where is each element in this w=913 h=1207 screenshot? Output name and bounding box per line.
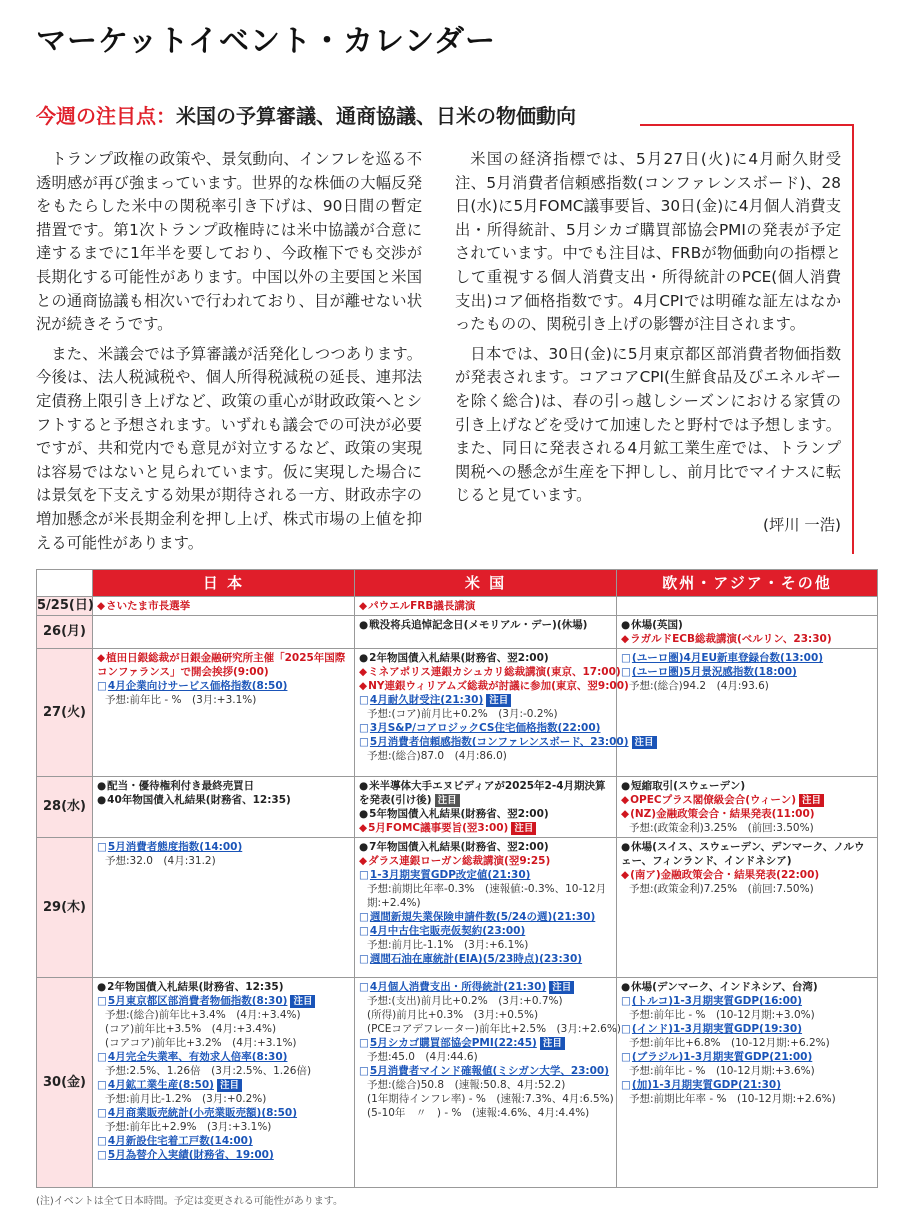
event-item[interactable] (359, 980, 612, 994)
event-text: 予想:前月比-1.2% (3月:+0.2%) (105, 1093, 267, 1105)
event-text: 予想:前期比年率 - % (10-12月期:+2.6%) (629, 1093, 836, 1105)
event-text: 予想:前年比 - % (3月:+3.1%) (105, 694, 257, 706)
event-item (621, 632, 873, 646)
event-text: 予想:2.5%、1.26倍 (3月:2.5%、1.26倍) (105, 1065, 312, 1077)
event-bullet-icon: ● (359, 808, 369, 820)
calendar-corner (37, 570, 93, 597)
indicator-marker-icon: □ (359, 722, 369, 734)
calendar-body (37, 597, 878, 1188)
event-item (97, 779, 350, 793)
event-item[interactable] (359, 924, 612, 938)
event-text: 1-3月期実質GDP改定値(21:30) (369, 869, 531, 881)
event-item[interactable] (621, 994, 873, 1008)
indicator-marker-icon: □ (359, 981, 369, 993)
event-diamond-icon: ◆ (359, 666, 368, 678)
event-text: (ユーロ圏)4月EU新車登録台数(13:00) (631, 652, 824, 664)
event-bullet-icon: ● (359, 619, 369, 631)
event-text: 予想:(政策金利)3.25% (前回:3.50%) (629, 822, 814, 834)
event-bullet-icon: ● (621, 619, 631, 631)
indicator-marker-icon: □ (97, 1149, 107, 1161)
calendar-cell-jp (93, 838, 355, 978)
indicator-marker-icon: □ (621, 666, 631, 678)
indicator-marker-icon: □ (621, 1079, 631, 1091)
event-item (359, 840, 612, 854)
calendar-cell-eu (617, 978, 878, 1188)
event-diamond-icon: ◆ (359, 600, 368, 612)
event-forecast (359, 1078, 612, 1092)
calendar-cell-jp (93, 978, 355, 1188)
event-text: 5月消費者マインド確報値(ミシガン大学、23:00) (369, 1065, 610, 1077)
event-text: 3月S&P/コアロジックCS住宅価格指数(22:00) (369, 722, 601, 734)
calendar-cell-us (355, 777, 617, 838)
event-item[interactable] (359, 693, 612, 707)
event-diamond-icon: ◆ (359, 680, 368, 692)
article-column-left (36, 148, 422, 561)
event-item[interactable] (97, 840, 350, 854)
indicator-marker-icon: □ (97, 1135, 107, 1147)
event-forecast (97, 693, 350, 707)
headline (36, 100, 576, 129)
event-item[interactable] (621, 1078, 873, 1092)
event-text: 戦没将兵追悼記念日(メモリアル・デー)(休場) (369, 619, 588, 631)
event-text: 予想:前月比-1.1% (3月:+6.1%) (367, 939, 529, 951)
event-text: 4月中古住宅販売仮契約(23:00) (369, 925, 526, 937)
event-text: 予想:前年比 - % (10-12月期:+3.6%) (629, 1065, 815, 1077)
event-text: (1年期待インフレ率) - % (速報:7.3%、4月:6.5%) (367, 1093, 614, 1105)
event-forecast (359, 882, 612, 910)
indicator-marker-icon: □ (97, 680, 107, 692)
event-item (621, 980, 873, 994)
event-text: 4月鉱工業生産(8:50) (107, 1079, 214, 1091)
event-item (359, 854, 612, 868)
event-item (621, 868, 873, 882)
event-text: OPECプラス閣僚級会合(ウィーン) (630, 794, 797, 806)
calendar-date: 26(月) (37, 616, 93, 649)
event-item[interactable] (621, 651, 873, 665)
event-text: 予想:(総合)87.0 (4月:86.0) (367, 750, 507, 762)
event-text: 休場(英国) (631, 619, 683, 631)
event-text: 予想:(総合)前年比+3.4% (4月:+3.4%) (105, 1009, 301, 1021)
event-calendar (36, 569, 878, 1188)
highlight-badge: 注目 (540, 1037, 565, 1050)
event-item (621, 840, 873, 868)
event-item (97, 793, 350, 807)
event-text: (インド)1-3月期実質GDP(19:30) (631, 1023, 803, 1035)
event-bullet-icon: ● (621, 981, 631, 993)
accent-line-vertical (852, 124, 854, 554)
event-text: 5年物国債入札結果(財務省、翌2:00) (369, 808, 549, 820)
event-diamond-icon: ◆ (97, 600, 106, 612)
event-bullet-icon: ● (97, 780, 107, 792)
event-text: (NZ)金融政策会合・結果発表(11:00) (630, 808, 815, 820)
event-item[interactable] (97, 679, 350, 693)
event-text: 5月消費者信頼感指数(コンファレンスボード、23:00) (369, 736, 629, 748)
indicator-marker-icon: □ (359, 911, 369, 923)
calendar-row (37, 777, 878, 838)
highlight-badge: 注目 (511, 822, 536, 835)
event-text: 4月耐久財受注(21:30) (369, 694, 484, 706)
event-item (359, 779, 612, 807)
event-forecast (359, 1106, 612, 1120)
event-text: 4月新設住宅着工戸数(14:00) (107, 1135, 253, 1147)
indicator-marker-icon: □ (359, 694, 369, 706)
event-forecast (359, 1022, 621, 1036)
event-forecast (621, 882, 873, 896)
event-diamond-icon: ◆ (621, 633, 630, 645)
calendar-cell-us (355, 978, 621, 1188)
event-text: NY連銀ウィリアムズ総裁が討議に参加(東京、翌9:00) (368, 680, 629, 692)
highlight-badge: 注目 (632, 736, 657, 749)
event-bullet-icon: ● (359, 780, 369, 792)
event-item[interactable] (97, 1134, 350, 1148)
indicator-marker-icon: □ (621, 995, 631, 1007)
event-item (621, 807, 873, 821)
event-item (97, 599, 350, 613)
event-diamond-icon: ◆ (621, 869, 630, 881)
event-text: 予想:前年比+6.8% (10-12月期:+6.2%) (629, 1037, 830, 1049)
calendar-date: 29(木) (37, 838, 93, 978)
event-text: 週間石油在庫統計(EIA)(5/23時点)(23:30) (369, 953, 583, 965)
calendar-date: 28(水) (37, 777, 93, 838)
calendar-date: 5/25(日) (37, 597, 93, 616)
event-bullet-icon: ● (621, 780, 631, 792)
event-forecast (97, 1120, 350, 1134)
event-item (359, 651, 612, 665)
event-item (621, 618, 873, 632)
calendar-row (37, 616, 878, 649)
event-item[interactable] (621, 1022, 873, 1036)
event-text: 5月消費者態度指数(14:00) (107, 841, 243, 853)
event-item (359, 679, 629, 693)
highlight-badge: 注目 (486, 694, 511, 707)
event-forecast (621, 1064, 873, 1078)
event-text: 予想:(コア)前月比+0.2% (3月:-0.2%) (367, 708, 558, 720)
event-text: (所得)前月比+0.3% (3月:+0.5%) (367, 1009, 539, 1021)
event-item[interactable] (359, 1064, 612, 1078)
event-text: 予想:前期比年率-0.3% (速報値:-0.3%、10-12月期:+2.4%) (367, 883, 607, 909)
event-text: (ユーロ圏)5月景況感指数(18:00) (631, 666, 797, 678)
event-item[interactable] (97, 1106, 350, 1120)
event-item (359, 599, 612, 613)
event-text: 米半導体大手エヌビディアが2025年2-4月期決算を発表(引け後) (359, 780, 606, 806)
event-item[interactable] (359, 868, 612, 882)
calendar-cell-eu (617, 649, 878, 777)
event-text: 4月企業向けサービス価格指数(8:50) (107, 680, 288, 692)
event-text: 週間新規失業保険申請件数(5/24の週)(21:30) (369, 911, 596, 923)
event-forecast (359, 749, 612, 763)
indicator-marker-icon: □ (621, 1023, 631, 1035)
event-diamond-icon: ◆ (621, 794, 630, 806)
calendar-row (37, 838, 878, 978)
event-text: 5月為替介入実績(財務省、19:00) (107, 1149, 274, 1161)
event-item[interactable] (621, 1050, 873, 1064)
event-text: 5月東京都区部消費者物価指数(8:30) (107, 995, 288, 1007)
event-item[interactable] (359, 1036, 612, 1050)
event-bullet-icon: ● (621, 841, 631, 853)
article-column-right (455, 148, 841, 538)
event-diamond-icon: ◆ (359, 855, 368, 867)
event-forecast (359, 1092, 612, 1106)
event-text: 短縮取引(スウェーデン) (631, 780, 746, 792)
event-forecast (97, 854, 350, 868)
event-item (359, 821, 612, 835)
event-text: ダラス連銀ローガン総裁講演(翌9:25) (368, 855, 551, 867)
footer-note: (注)イベントは全て日本時間。予定は変更される可能性があります。 (36, 1196, 344, 1207)
event-item[interactable] (97, 1050, 350, 1064)
indicator-marker-icon: □ (621, 652, 631, 664)
event-text: 5月FOMC議事要旨(翌3:00) (368, 822, 509, 834)
event-text: 予想:(支出)前月比+0.2% (3月:+0.7%) (367, 995, 563, 1007)
event-text: 休場(スイス、スウェーデン、デンマーク、ノルウェー、フィンランド、インドネシア) (621, 841, 865, 867)
calendar-row (37, 978, 878, 1188)
event-item[interactable] (359, 735, 654, 749)
event-forecast (621, 679, 873, 693)
calendar-row (37, 597, 878, 616)
event-forecast (621, 1036, 873, 1050)
event-text: (南ア)金融政策会合・結果発表(22:00) (630, 869, 820, 881)
calendar-cell-jp (93, 616, 355, 649)
event-forecast (359, 707, 612, 721)
article-paragraph: 日本では、30日(金)に5月東京都区部消費者物価指数が発表されます。コアコアCPI(生鮮食品及びエネルギーを除く総合)は、春の引っ越しシーズンにおける家賃の引き上げなどを受けて加速したと野村では予想します。また、同日に発表される4月鉱工業生産では、トランプ関税への懸念が生産を下押しし、前月比でマイナスに転じると見ています。 (455, 344, 841, 505)
event-item[interactable] (97, 994, 350, 1008)
indicator-marker-icon: □ (97, 1107, 107, 1119)
event-text: 4月完全失業率、有効求人倍率(8:30) (107, 1051, 288, 1063)
event-text: (トルコ)1-3月期実質GDP(16:00) (631, 995, 803, 1007)
event-item (97, 980, 350, 994)
calendar-cell-us (355, 838, 617, 978)
event-item[interactable] (359, 721, 612, 735)
event-text: (ブラジル)1-3月期実質GDP(21:00) (631, 1051, 813, 1063)
event-text: 予想:前年比+2.9% (3月:+3.1%) (105, 1121, 272, 1133)
event-forecast (97, 1064, 350, 1078)
event-item (359, 665, 621, 679)
accent-line-horizontal (640, 124, 854, 126)
event-text: 植田日銀総裁が日銀金融研究所主催「2025年国際コンファランス」で開会挨拶(9:00) (97, 652, 346, 678)
event-text: 予想:(政策金利)7.25% (前回:7.50%) (629, 883, 814, 895)
indicator-marker-icon: □ (97, 1051, 107, 1063)
headline-main: 米国の予算審議、通商協議、日米の物価動向 (176, 104, 576, 128)
event-diamond-icon: ◆ (359, 822, 368, 834)
event-text: 40年物国債入札結果(財務省、12:35) (107, 794, 291, 806)
event-bullet-icon: ● (97, 981, 107, 993)
event-item[interactable] (621, 665, 873, 679)
event-forecast (97, 1092, 350, 1106)
event-text: パウエルFRB議長講演 (368, 600, 476, 612)
event-bullet-icon: ● (359, 652, 369, 664)
article-paragraph: トランプ政権の政策や、景気動向、インフレを巡る不透明感が再び強まっています。世界的な株価の大幅反発をもたらした米中の関税率引き下げは、90日間の暫定措置です。第1次トランプ政権時には米中協議が合意に達するまでに1年半を要しており、今政権下でも交渉が長期化する可能性があります。中国以外の主要国と米国との通商協議も相次いで行われており、目が離せない状況が続きそうです。 (36, 150, 422, 334)
indicator-marker-icon: □ (97, 841, 107, 853)
indicator-marker-icon: □ (97, 1079, 107, 1091)
event-forecast (97, 1008, 350, 1022)
event-text: 予想:(総合)94.2 (4月:93.6) (629, 680, 769, 692)
highlight-badge: 注目 (217, 1079, 242, 1092)
calendar-cell-eu (617, 777, 878, 838)
event-text: ミネアポリス連銀カシュカリ総裁講演(東京、17:00) (368, 666, 621, 678)
event-text: 予想:前年比 - % (10-12月期:+3.0%) (629, 1009, 815, 1021)
event-text: 休場(デンマーク、インドネシア、台湾) (631, 981, 818, 993)
event-text: 4月個人消費支出・所得統計(21:30) (369, 981, 547, 993)
event-item (621, 793, 873, 807)
event-text: 配当・優待権利付き最終売買日 (107, 780, 255, 792)
event-bullet-icon: ● (97, 794, 107, 806)
event-text: 7年物国債入札結果(財務省、翌2:00) (369, 841, 549, 853)
calendar-cell-jp (93, 649, 355, 777)
highlight-badge: 注目 (549, 981, 574, 994)
event-text: ラガルドECB総裁講演(ベルリン、23:30) (630, 633, 832, 645)
calendar-date: 27(火) (37, 649, 93, 777)
event-item[interactable] (359, 952, 612, 966)
indicator-marker-icon: □ (621, 1051, 631, 1063)
calendar-cell-eu (617, 838, 878, 978)
calendar-cell-eu (617, 616, 878, 649)
event-forecast (621, 1092, 873, 1106)
calendar-cell-us (355, 616, 617, 649)
indicator-marker-icon: □ (359, 925, 369, 937)
indicator-marker-icon: □ (359, 1037, 369, 1049)
event-item (359, 618, 612, 632)
event-text: (加)1-3月期実質GDP(21:30) (631, 1079, 782, 1091)
event-forecast (359, 938, 612, 952)
event-text: 予想:(総合)50.8 (速報:50.8、4月:52.2) (367, 1079, 566, 1091)
highlight-badge: 注目 (435, 794, 460, 807)
event-text: (5-10年 〃 ) - % (速報:4.6%、4月:4.4%) (367, 1107, 590, 1119)
calendar-cell-us (355, 597, 617, 616)
event-item[interactable] (97, 1148, 350, 1162)
article-paragraph: 米国の経済指標では、5月27日(火)に4月耐久財受注、5月消費者信頼感指数(コンファレンスボード)、28日(水)に5月FOMC議事要旨、30日(金)に4月個人消費支出・所得統計、5月シカゴ購買部協会PMIの発表が予定されています。中でも注目は、FRBが物価動向の指標として重視する個人消費支出・所得統計のPCE(個人消費支出)コア価格指数です。4月CPIでは明確な証左はなかったものの、関税引き上げの影響が注目されます。 (455, 150, 841, 334)
event-item (359, 807, 612, 821)
indicator-marker-icon: □ (359, 736, 369, 748)
event-forecast (97, 1036, 350, 1050)
event-bullet-icon: ● (359, 841, 369, 853)
event-text: (コア)前年比+3.5% (4月:+3.4%) (105, 1023, 277, 1035)
event-text: 予想:32.0 (4月:31.2) (105, 855, 216, 867)
event-text: 2年物国債入札結果(財務省、翌2:00) (369, 652, 549, 664)
event-forecast (621, 1008, 873, 1022)
calendar-cell-us (355, 649, 654, 777)
indicator-marker-icon: □ (97, 995, 107, 1007)
highlight-badge: 注目 (290, 995, 315, 1008)
event-forecast (97, 1022, 350, 1036)
event-text: 5月シカゴ購買部協会PMI(22:45) (369, 1037, 537, 1049)
header-europe-asia: 欧州・アジア・その他 (617, 570, 878, 597)
event-diamond-icon: ◆ (97, 652, 106, 664)
event-forecast (359, 994, 612, 1008)
author: (坪川 一浩) (763, 515, 841, 534)
event-item[interactable] (97, 1078, 350, 1092)
highlight-badge: 注目 (799, 794, 824, 807)
event-text: さいたま市長選挙 (106, 600, 191, 612)
event-forecast (359, 1008, 612, 1022)
event-text: (コアコア)前年比+3.2% (4月:+3.1%) (105, 1037, 297, 1049)
event-diamond-icon: ◆ (621, 808, 630, 820)
header-us: 米 国 (355, 570, 617, 597)
event-item (97, 651, 350, 679)
indicator-marker-icon: □ (359, 869, 369, 881)
event-item[interactable] (359, 910, 612, 924)
headline-prefix: 今週の注目点： (36, 104, 176, 128)
indicator-marker-icon: □ (359, 1065, 369, 1077)
article-paragraph: また、米議会では予算審議が活発化しつつあります。今後は、法人税減税や、個人所得税減税の延長、連邦法定債務上限引き上げなど、政策の重心が財政政策へとシフトすると予想されます。いずれも議会での可決が必要ですが、共和党内でも意見が対立するなど、政策の実現は容易ではないと見られています。仮に実現した場合には景気を下支えする効果が期待される一方、財政赤字の増加懸念が米長期金利を押し上げ、株式市場の上値を抑える可能性があります。 (36, 344, 422, 552)
event-forecast (359, 1050, 612, 1064)
page-title: マーケットイベント・カレンダー (36, 24, 497, 59)
event-text: 4月商業販売統計(小売業販売額)(8:50) (107, 1107, 298, 1119)
header-japan: 日 本 (93, 570, 355, 597)
event-text: 2年物国債入札結果(財務省、12:35) (107, 981, 284, 993)
calendar-cell-eu (617, 597, 878, 616)
calendar-cell-jp (93, 597, 355, 616)
calendar-row (37, 649, 878, 777)
event-text: (PCEコアデフレーター)前年比+2.5% (3月:+2.6%) (367, 1023, 621, 1035)
event-item (621, 779, 873, 793)
event-text: 予想:45.0 (4月:44.6) (367, 1051, 478, 1063)
indicator-marker-icon: □ (359, 953, 369, 965)
event-forecast (621, 821, 873, 835)
calendar-date: 30(金) (37, 978, 93, 1188)
calendar-cell-jp (93, 777, 355, 838)
